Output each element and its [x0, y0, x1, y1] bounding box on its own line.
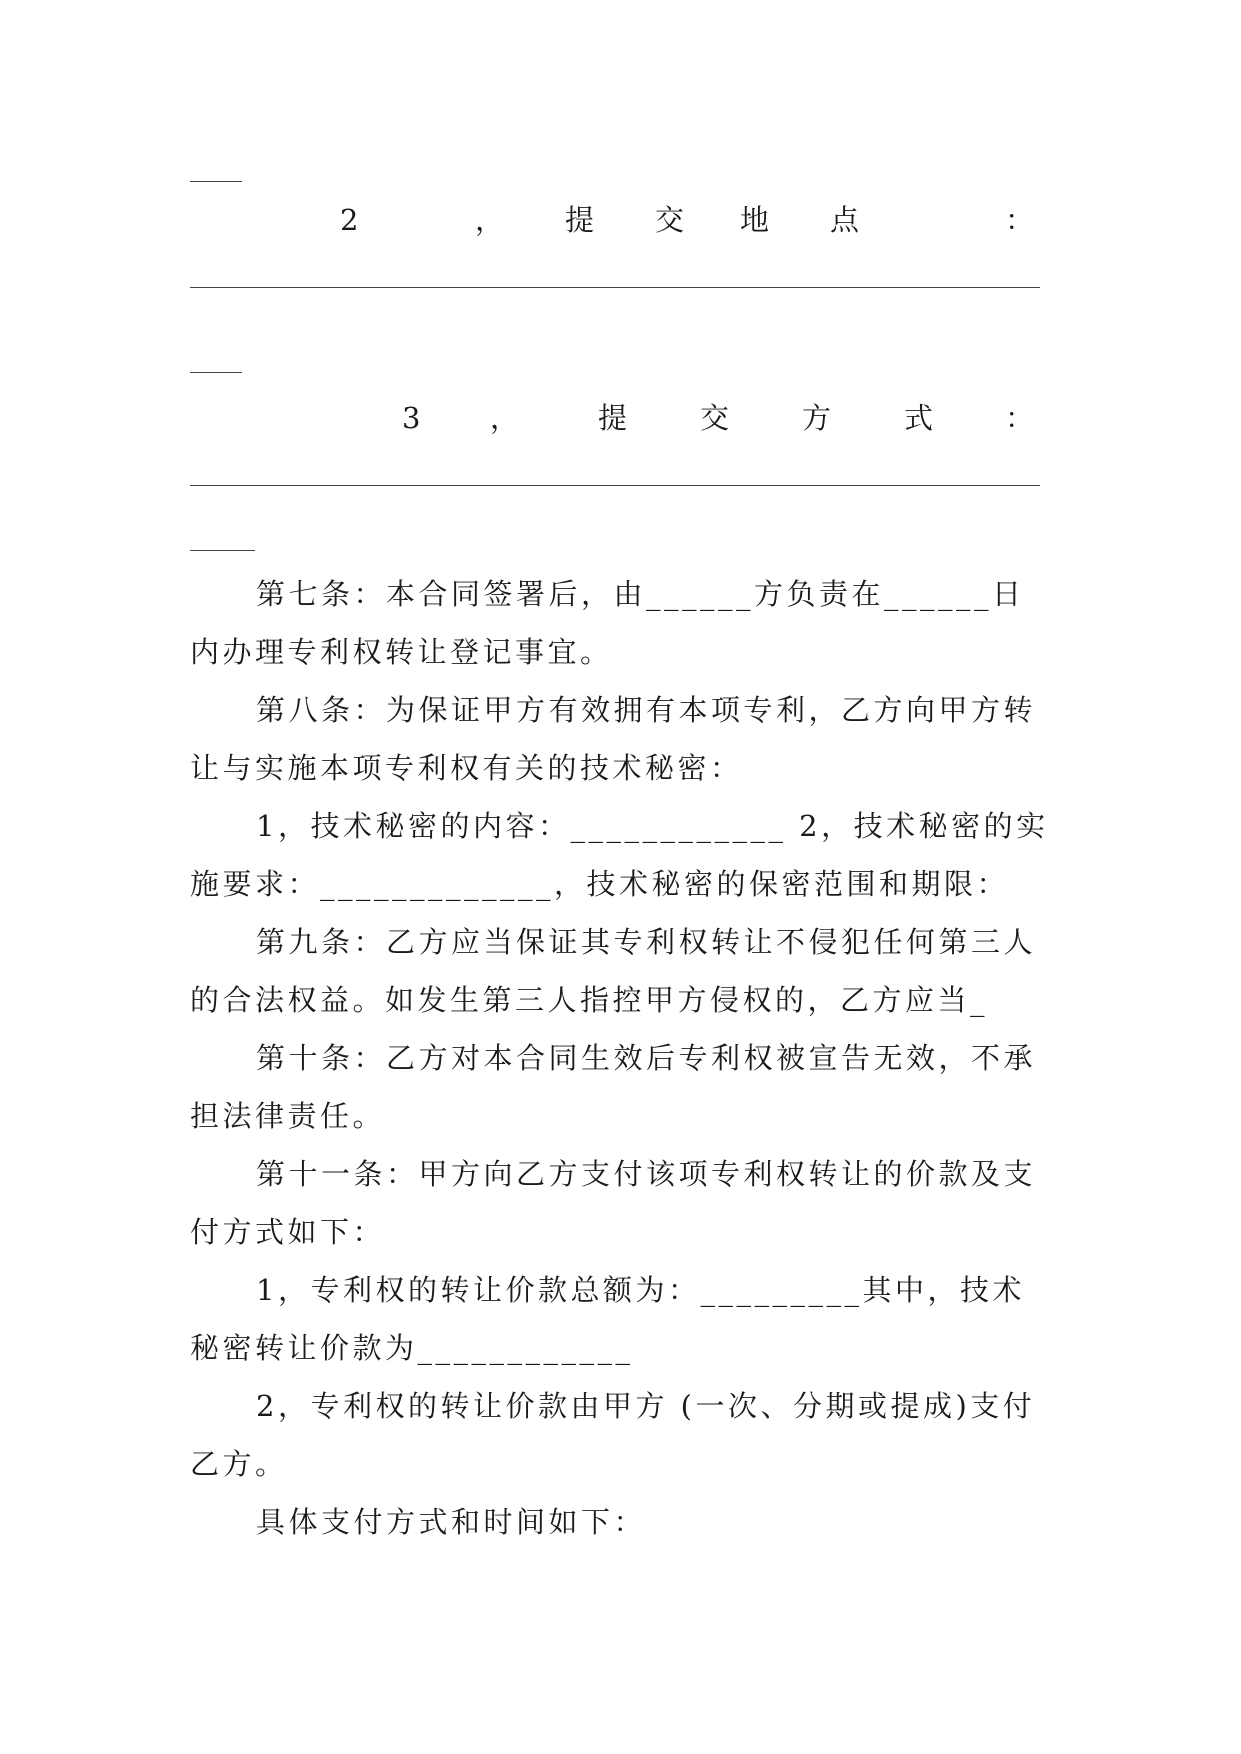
item-char: 方 [802, 401, 832, 435]
item-char: 交 [655, 203, 685, 237]
item-char: 提 [565, 203, 595, 237]
article-8-paragraph: 第八条：为保证甲方有效拥有本项专利，乙方向甲方转让与实施本项专利权有关的技术秘密： [190, 693, 1037, 785]
item-number: 2 [340, 203, 359, 237]
blank-line [190, 287, 1040, 288]
blank-line [190, 485, 1040, 486]
price-item-1: 1，专利权的转让价款总额为：_________其中，技术秘密转让价款为____________ [190, 1273, 1025, 1365]
article-10-paragraph: 第十条：乙方对本合同生效后专利权被宣告无效，不承担法律责任。 [190, 1041, 1037, 1133]
item-char: 提 [598, 401, 628, 435]
payment-method-heading: 具体支付方式和时间如下： [256, 1505, 647, 1539]
item-char: 交 [700, 401, 730, 435]
item-number: 3 [402, 401, 421, 435]
item-comma: ， [490, 401, 520, 435]
item-colon: ： [1005, 203, 1035, 237]
article-7-paragraph: 第七条：本合同签署后，由______方负责在______日内办理专利权转让登记事宜。 [190, 577, 1025, 669]
item-char: 点 [830, 203, 860, 237]
item-comma: ， [475, 203, 505, 237]
price-item-2: 2，专利权的转让价款由甲方 (一次、分期或提成)支付乙方。 [190, 1389, 1036, 1481]
item-3-line [190, 398, 1045, 438]
item-char: 式 [904, 401, 934, 435]
blank-line [190, 550, 255, 551]
blank-line [190, 372, 242, 373]
article-11-paragraph: 第十一条：甲方向乙方支付该项专利权转让的价款及支付方式如下： [190, 1157, 1037, 1249]
item-2-line [190, 200, 1045, 240]
item-colon: ： [1005, 401, 1035, 435]
technical-secret-items: 1，技术秘密的内容：____________ 2，技术秘密的实施要求：_____________，技术秘密的保密范围和期限： [190, 809, 1049, 901]
article-9-paragraph: 第九条：乙方应当保证其专利权转让不侵犯任何第三人的合法权益。如发生第三人指控甲方侵权的，乙方应当_ [190, 925, 1037, 1017]
item-char: 地 [740, 203, 770, 237]
blank-line [190, 181, 242, 182]
